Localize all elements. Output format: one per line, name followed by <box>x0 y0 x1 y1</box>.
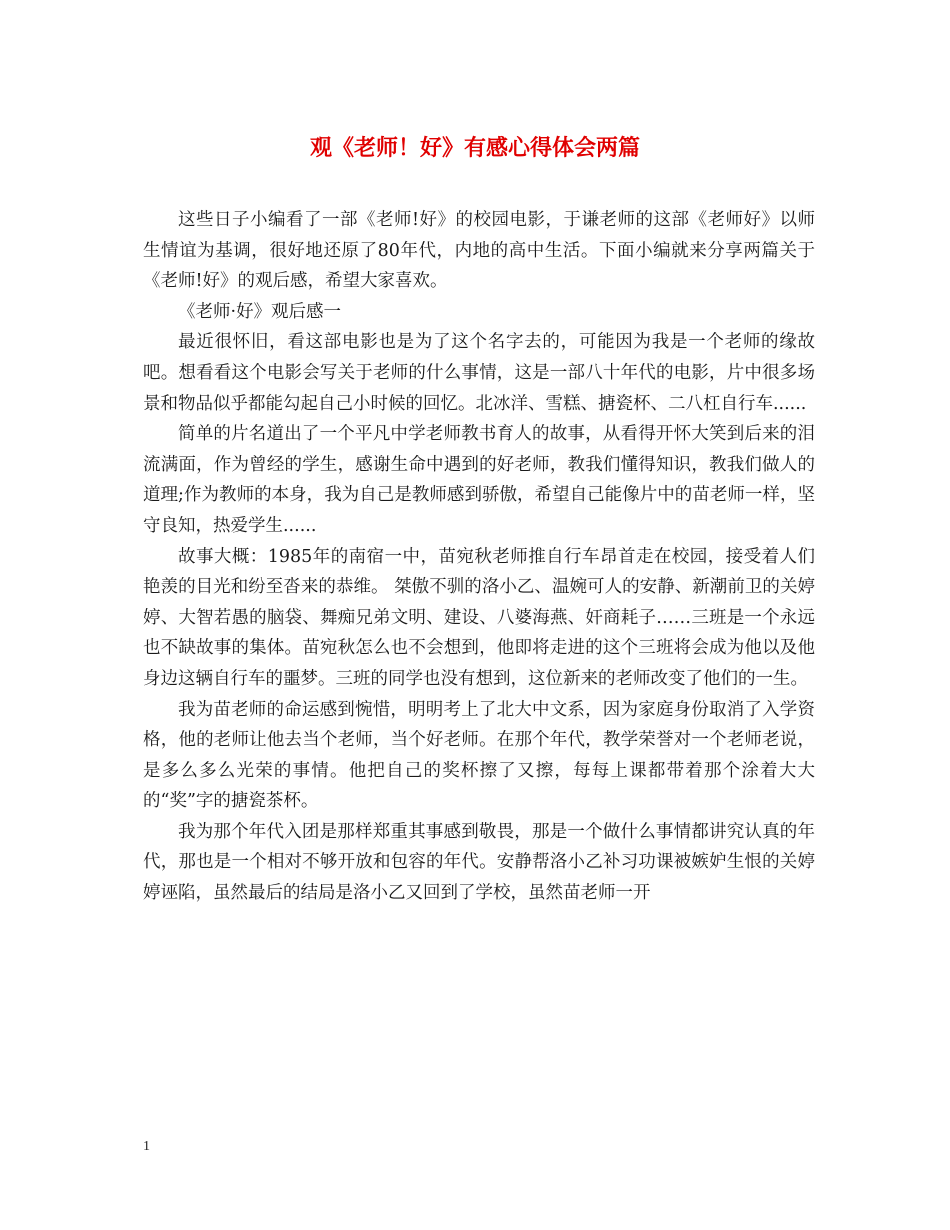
paragraph: 故事大概：1985年的南宿一中，苗宛秋老师推自行车昂首走在校园，接受着人们艳羡的目光和纷至沓来的恭维。 桀傲不驯的洛小乙、温婉可人的安静、新潮前卫的关婷婷、大智若愚的脑袋、舞痴兄弟文明、建设、八婆海燕、奸商耗子……三班是一个永远也不缺故事的集体。苗宛秋怎么也不会想到，他即将走进的这个三班将会成为他以及他身边这辆自行车的噩梦。三班的同学也没有想到，这位新来的老师改变了他们的一生。 <box>143 546 815 689</box>
paragraph: 简单的片名道出了一个平凡中学老师教书育人的故事，从看得开怀大笑到后来的泪流满面，作为曾经的学生，感谢生命中遇到的好老师，教我们懂得知识，教我们做人的道理;作为教师的本身，我为自己是教师感到骄傲，希望自己能像片中的苗老师一样，坚守良知，热爱学生...... <box>143 424 815 536</box>
paragraph: 我为苗老师的命运感到惋惜，明明考上了北大中文系，因为家庭身份取消了入学资格，他的老师让他去当个老师，当个好老师。在那个年代，教学荣誉对一个老师老说，是多么多么光荣的事情。他把自己的奖杯擦了又擦，每每上课都带着那个涂着大大的“奖”字的搪瓷茶杯。 <box>143 699 815 812</box>
paragraph-intro: 这些日子小编看了一部《老师!好》的校园电影，于谦老师的这部《老师好》以师生情谊为基调，很好地还原了80年代，内地的高中生活。下面小编就来分享两篇关于《老师!好》的观后感，希望大家喜欢。 <box>143 210 815 292</box>
paragraph: 最近很怀旧，看这部电影也是为了这个名字去的，可能因为我是一个老师的缘故吧。想看看这个电影会写关于老师的什么事情，这是一部八十年代的电影，片中很多场景和物品似乎都能勾起自己小时候的回忆。北冰洋、雪糕、搪瓷杯、二八杠自行车...... <box>143 332 815 414</box>
section-heading: 《老师·好》观后感一 <box>178 301 342 322</box>
paragraph: 我为那个年代入团是那样郑重其事感到敬畏，那是一个做什么事情都讲究认真的年代，那也是一个相对不够开放和包容的年代。安静帮洛小乙补习功课被嫉妒生恨的关婷婷诬陷，虽然最后的结局是洛小乙又回到了学校，虽然苗老师一开 <box>143 821 815 904</box>
page-number: 1 <box>143 1139 150 1154</box>
document-title: 观《老师！好》有感心得体会两篇 <box>309 135 640 161</box>
document-body <box>143 205 815 909</box>
